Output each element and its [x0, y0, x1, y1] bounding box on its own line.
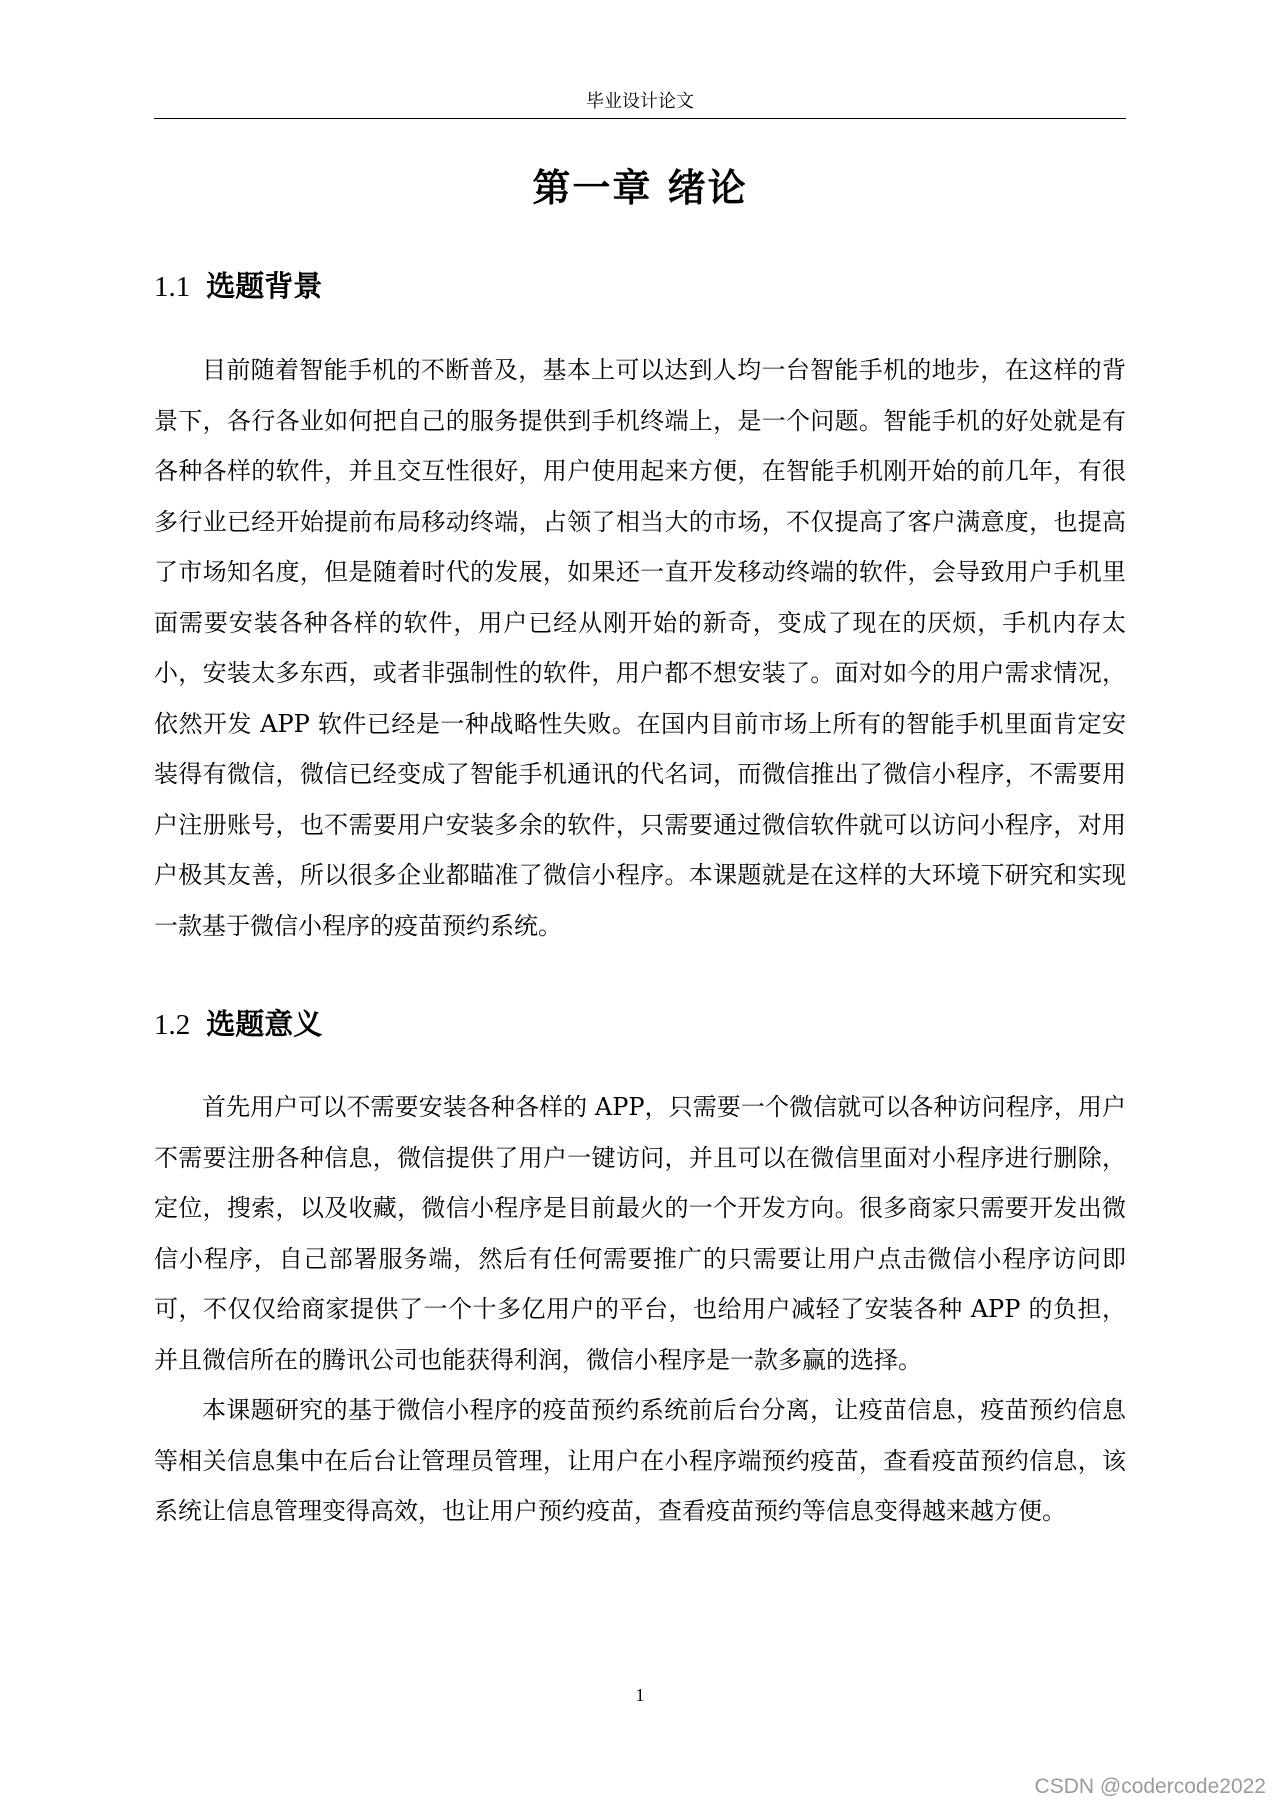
csdn-watermark: CSDN @codercode2022 — [1034, 1775, 1266, 1798]
section-number: 1.2 — [154, 1009, 191, 1041]
section-number: 1.1 — [154, 271, 191, 303]
section-title-text: 选题背景 — [206, 269, 323, 303]
chapter-title: 第一章 绪论 — [532, 166, 748, 210]
header-rule — [154, 118, 1126, 119]
section-body-1-1 — [154, 345, 1126, 951]
section-title-text: 选题意义 — [206, 1007, 323, 1041]
body-paragraph: 本课题研究的基于微信小程序的疫苗预约系统前后台分离，让疫苗信息，疫苗预约信息等相关信息集中在后台让管理员管理，让用户在小程序端预约疫苗，查看疫苗预约信息，该系统让信息管理变得高效，也让用户预约疫苗，查看疫苗预约等信息变得越来越方便。 — [154, 1396, 1126, 1525]
running-header: 毕业设计论文 — [586, 91, 694, 112]
section-heading-1-2 — [154, 1002, 1126, 1047]
page-number: 1 — [635, 1685, 645, 1705]
body-paragraph: 目前随着智能手机的不断普及，基本上可以达到人均一台智能手机的地步，在这样的背景下，各行各业如何把自己的服务提供到手机终端上，是一个问题。智能手机的好处就是有各种各样的软件，并且交互性很好，用户使用起来方便，在智能手机刚开始的前几年，有很多行业已经开始提前布局移动终端，占领了相当大的市场，不仅提高了客户满意度，也提高了市场知名度，但是随着时代的发展，如果还一直开发移动终端的软件，会导致用户手机里面需要安装各种各样的软件，用户已经从刚开始的新奇，变成了现在的厌烦，手机内存太小，安装太多东西，或者非强制性的软件，用户都不想安装了。面对如今的用户需求情况，依然开发 APP 软件已经是一种战略性失败。在国内目前市场上所有的智能手机里面肯定安装得有微信，微信已经变成了智能手机通讯的代名词，而微信推出了微信小程序，不需要用户注册账号，也不需要用户安装多余的软件，只需要通过微信软件就可以访问小程序，对用户极其友善，所以很多企业都瞄准了微信小程序。本课题就是在这样的大环境下研究和实现一款基于微信小程序的疫苗预约系统。 — [154, 356, 1126, 940]
section-heading-1-1 — [154, 264, 1126, 309]
body-paragraph: 首先用户可以不需要安装各种各样的 APP，只需要一个微信就可以各种访问程序，用户不需要注册各种信息，微信提供了用户一键访问，并且可以在微信里面对小程序进行删除，定位，搜索，以及收藏，微信小程序是目前最火的一个开发方向。很多商家只需要开发出微信小程序，自己部署服务端，然后有任何需要推广的只需要让用户点击微信小程序访问即可，不仅仅给商家提供了一个十多亿用户的平台，也给用户减轻了安装各种 APP 的负担，并且微信所在的腾讯公司也能获得利润，微信小程序是一款多赢的选择。 — [154, 1093, 1126, 1374]
section-body-1-2 — [154, 1082, 1126, 1537]
